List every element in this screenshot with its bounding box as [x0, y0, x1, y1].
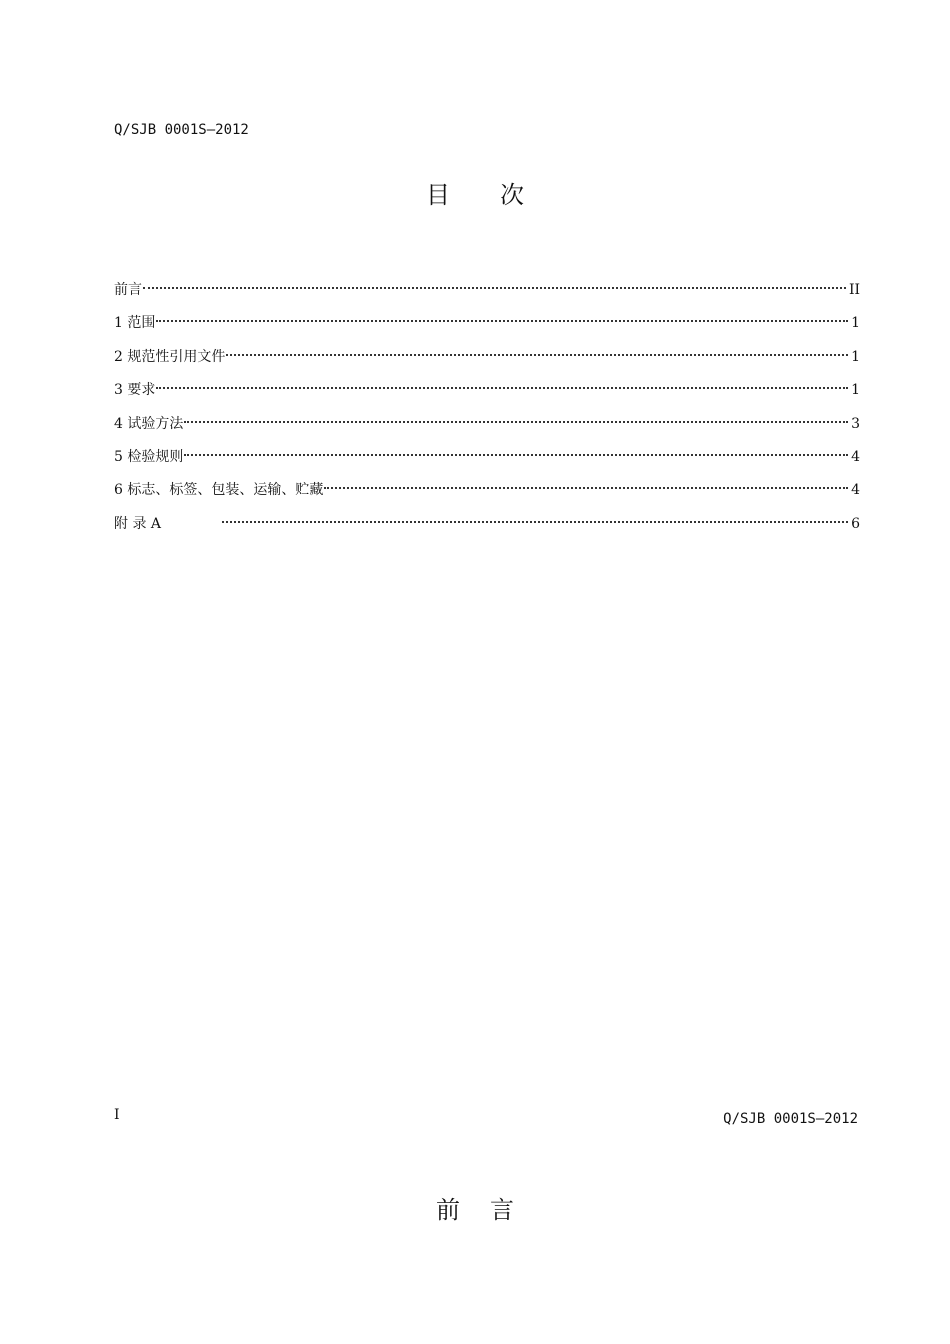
toc-entry-requirements[interactable] [114, 378, 860, 411]
preface-title [0, 1190, 950, 1225]
toc-leader-dots [324, 487, 848, 489]
page-number: I [114, 1107, 120, 1123]
toc-title [0, 175, 950, 210]
toc-entry-page: 1 [851, 348, 860, 365]
toc-entry-normative-references[interactable] [114, 345, 860, 378]
toc-entry-label: 2 规范性引用文件 [114, 348, 226, 365]
toc-entry-inspection-rules[interactable] [114, 445, 860, 478]
toc-entry-page: 4 [851, 448, 860, 465]
standard-code-header: Q/SJB 0001S—2012 [114, 122, 249, 138]
toc-leader-dots [156, 387, 848, 389]
toc-entry-label: 1 范围 [114, 315, 156, 332]
toc-leader-dots [184, 421, 848, 423]
toc-entry-label: 附 录 A [114, 515, 162, 532]
preface-title-char-1: 前 [436, 1196, 460, 1224]
toc-entry-label: 5 检验规则 [114, 448, 184, 465]
toc-entry-label: 前言 [114, 282, 142, 298]
toc-entry-page: 3 [851, 415, 860, 432]
toc-title-char-1: 目 [426, 181, 450, 209]
toc-leader-dots [184, 454, 848, 456]
toc-title-char-2: 次 [500, 181, 524, 209]
toc-leader-dots [143, 287, 846, 289]
toc-leader-dots [226, 354, 848, 356]
toc-leader-dots [156, 320, 848, 322]
toc-entry-label: 4 试验方法 [114, 415, 184, 432]
toc-entry-appendix-a[interactable] [114, 512, 860, 545]
toc-entry-test-methods[interactable] [114, 412, 860, 445]
toc-entry-page: 1 [851, 315, 860, 332]
toc-entry-page: 4 [851, 482, 860, 499]
toc-entry-page: 6 [851, 515, 860, 532]
toc-entry-preface[interactable] [114, 278, 860, 311]
toc-entry-page: 1 [851, 382, 860, 399]
toc-entry-label: 3 要求 [114, 382, 156, 399]
preface-title-char-2: 言 [490, 1196, 514, 1224]
table-of-contents [114, 278, 860, 545]
toc-entry-scope[interactable] [114, 311, 860, 344]
toc-entry-marking-labeling[interactable] [114, 478, 860, 511]
standard-code-next-page-header: Q/SJB 0001S—2012 [723, 1111, 858, 1127]
toc-entry-page: II [848, 282, 860, 298]
toc-entry-label: 6 标志、标签、包装、运输、贮藏 [114, 482, 324, 499]
toc-leader-dots [222, 521, 848, 523]
